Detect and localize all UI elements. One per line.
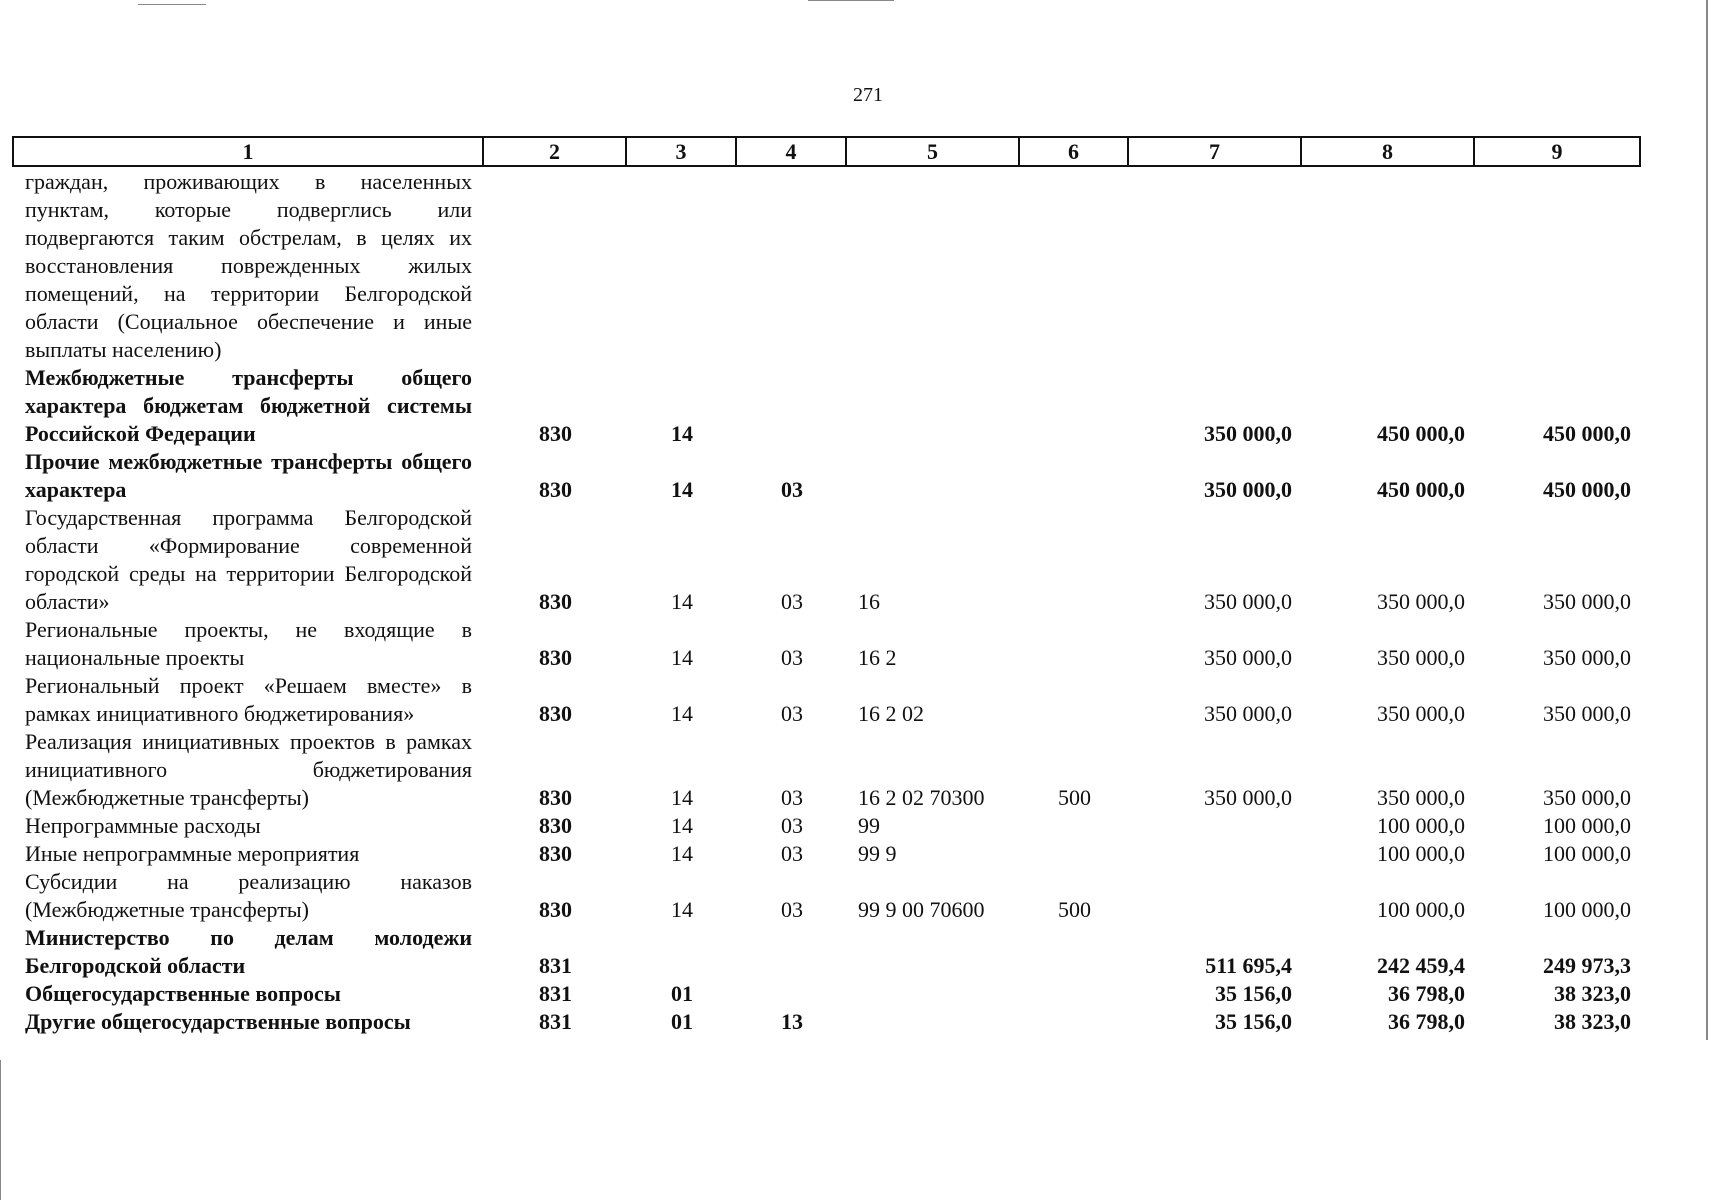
cell-amount-8 (1302, 168, 1475, 364)
cell-target-article: 16 2 02 70300 (858, 785, 985, 810)
cell-amount-7: 350 000,0 (1204, 785, 1292, 810)
cell-subsection: 03 (781, 785, 803, 810)
cell-target-article (847, 924, 1020, 980)
cell-amount-7: 350 000,0 (1204, 589, 1292, 614)
cell-ved: 830 (539, 701, 572, 726)
row-name: Государственная программа Белгородской области «Формирование современной городской среды на территории Белгородской области» (25, 505, 472, 614)
cell-expense-type (1020, 364, 1129, 448)
table-row (12, 728, 1641, 812)
row-name: Иные непрограммные мероприятия (25, 841, 360, 866)
table-row (12, 924, 1641, 980)
row-name: Общегосударственные вопросы (25, 981, 341, 1006)
cell-subsection: 03 (781, 897, 803, 922)
column-header-5: 5 (846, 137, 1019, 166)
cell-amount-8: 36 798,0 (1388, 1009, 1465, 1034)
table-row (12, 812, 1641, 840)
row-name: Межбюджетные трансферты общего характера бюджетам бюджетной системы Российской Федерации (25, 365, 472, 446)
cell-section: 14 (671, 897, 693, 922)
scan-artifact-line (808, 0, 894, 1)
cell-amount-8: 100 000,0 (1377, 897, 1465, 922)
row-name: Министерство по делам молодежи Белгородской области (25, 925, 472, 978)
cell-subsection: 03 (781, 589, 803, 614)
cell-amount-8: 450 000,0 (1377, 421, 1465, 446)
table-row (12, 448, 1641, 504)
cell-amount-8: 350 000,0 (1377, 589, 1465, 614)
cell-amount-8: 100 000,0 (1377, 813, 1465, 838)
row-name: Субсидии на реализацию наказов (Межбюджетные трансферты) (25, 869, 472, 922)
column-header-row (13, 137, 1640, 166)
cell-subsection (737, 924, 847, 980)
cell-amount-8: 242 459,4 (1377, 953, 1465, 978)
column-header-3: 3 (626, 137, 736, 166)
cell-amount-7: 350 000,0 (1204, 645, 1292, 670)
cell-ved: 830 (539, 841, 572, 866)
cell-expense-type (1020, 840, 1129, 868)
cell-amount-8: 350 000,0 (1377, 701, 1465, 726)
cell-ved: 830 (539, 813, 572, 838)
cell-amount-9: 350 000,0 (1543, 589, 1631, 614)
row-name: Региональные проекты, не входящие в национальные проекты (25, 617, 472, 670)
cell-amount-9: 38 323,0 (1554, 1009, 1631, 1034)
cell-ved: 831 (539, 953, 572, 978)
cell-expense-type (1020, 504, 1129, 616)
cell-expense-type (1020, 168, 1129, 364)
cell-amount-9: 450 000,0 (1543, 421, 1631, 446)
cell-expense-type (1020, 672, 1129, 728)
cell-section: 14 (671, 813, 693, 838)
cell-expense-type (1020, 980, 1129, 1008)
column-header-9: 9 (1474, 137, 1640, 166)
cell-section: 14 (671, 701, 693, 726)
cell-amount-9: 350 000,0 (1543, 645, 1631, 670)
cell-amount-9: 450 000,0 (1543, 477, 1631, 502)
row-name: граждан, проживающих в населенных пунктам, которые подверглись или подвергаются таким обстрелам, в целях их восстановления поврежденных жилых помещений, на территории Белгородской области (Социальное обеспечение и иные выплаты населению) (25, 169, 472, 362)
row-name: Реализация инициативных проектов в рамках инициативного бюджетирования (Межбюджетные трансферты) (25, 729, 472, 810)
cell-amount-9: 38 323,0 (1554, 981, 1631, 1006)
cell-amount-9 (1475, 168, 1641, 364)
table-row (12, 616, 1641, 672)
scan-artifact-line (0, 1060, 1, 1200)
row-name: Региональный проект «Решаем вместе» в рамках инициативного бюджетирования» (25, 673, 472, 726)
budget-table (12, 168, 1641, 1036)
cell-amount-7: 511 695,4 (1205, 953, 1292, 978)
cell-target-article: 99 9 (858, 841, 897, 866)
cell-expense-type: 500 (1058, 897, 1091, 922)
page-number: 271 (853, 84, 883, 106)
cell-amount-7: 350 000,0 (1204, 701, 1292, 726)
cell-amount-8: 350 000,0 (1377, 785, 1465, 810)
cell-expense-type (1020, 616, 1129, 672)
cell-ved: 830 (539, 421, 572, 446)
cell-subsection (737, 980, 847, 1008)
cell-target-article: 99 9 00 70600 (858, 897, 985, 922)
cell-amount-7: 35 156,0 (1215, 981, 1292, 1006)
cell-section: 14 (671, 477, 693, 502)
cell-amount-8: 100 000,0 (1377, 841, 1465, 866)
cell-subsection: 03 (781, 841, 803, 866)
cell-section: 01 (671, 981, 693, 1006)
cell-section: 14 (671, 645, 693, 670)
cell-expense-type (1020, 812, 1129, 840)
table-row (12, 868, 1641, 924)
cell-target-article: 99 (858, 813, 880, 838)
cell-amount-8: 36 798,0 (1388, 981, 1465, 1006)
cell-target-article: 16 2 02 (858, 701, 924, 726)
cell-amount-7 (1129, 168, 1302, 364)
cell-ved: 830 (539, 897, 572, 922)
cell-target-article (847, 980, 1020, 1008)
table-row (12, 672, 1641, 728)
cell-amount-9: 350 000,0 (1543, 701, 1631, 726)
cell-amount-7: 350 000,0 (1204, 477, 1292, 502)
column-header-1: 1 (13, 137, 483, 166)
column-header-6: 6 (1019, 137, 1128, 166)
table-row (12, 980, 1641, 1008)
cell-subsection: 13 (781, 1009, 803, 1034)
cell-target-article (847, 448, 1020, 504)
cell-section: 14 (671, 785, 693, 810)
table-row (12, 1008, 1641, 1036)
table-row (12, 504, 1641, 616)
cell-target-article: 16 (858, 589, 880, 614)
row-name: Непрограммные расходы (25, 813, 261, 838)
cell-subsection: 03 (781, 813, 803, 838)
cell-amount-7 (1129, 840, 1302, 868)
cell-subsection: 03 (781, 477, 803, 502)
cell-amount-9: 249 973,3 (1543, 953, 1631, 978)
table-row (12, 840, 1641, 868)
cell-amount-9: 100 000,0 (1543, 813, 1631, 838)
cell-amount-9: 100 000,0 (1543, 841, 1631, 866)
cell-amount-7 (1129, 868, 1302, 924)
cell-ved: 830 (539, 785, 572, 810)
cell-expense-type (1020, 448, 1129, 504)
cell-subsection (737, 168, 847, 364)
cell-subsection (737, 364, 847, 448)
cell-ved: 831 (539, 981, 572, 1006)
cell-section: 14 (671, 589, 693, 614)
cell-expense-type (1020, 924, 1129, 980)
cell-target-article: 16 2 (858, 645, 897, 670)
cell-section: 01 (671, 1009, 693, 1034)
column-header-4: 4 (736, 137, 846, 166)
column-header-7: 7 (1128, 137, 1301, 166)
column-header-2: 2 (483, 137, 626, 166)
scan-artifact-line (1706, 0, 1708, 1040)
column-header-8: 8 (1301, 137, 1474, 166)
cell-section: 14 (671, 841, 693, 866)
table-row (12, 168, 1641, 364)
scan-artifact-line (138, 4, 206, 5)
cell-amount-7: 35 156,0 (1215, 1009, 1292, 1034)
cell-section: 14 (671, 421, 693, 446)
cell-target-article (847, 1008, 1020, 1036)
cell-amount-7: 350 000,0 (1204, 421, 1292, 446)
column-header-table (12, 136, 1641, 167)
cell-expense-type: 500 (1058, 785, 1091, 810)
cell-ved: 830 (539, 589, 572, 614)
cell-expense-type (1020, 1008, 1129, 1036)
cell-amount-9: 350 000,0 (1543, 785, 1631, 810)
cell-amount-8: 350 000,0 (1377, 645, 1465, 670)
cell-target-article (847, 168, 1020, 364)
row-name: Прочие межбюджетные трансферты общего характера (25, 449, 472, 502)
cell-section (627, 168, 737, 364)
cell-ved: 830 (539, 477, 572, 502)
table-row (12, 364, 1641, 448)
cell-ved: 831 (539, 1009, 572, 1034)
cell-section (627, 924, 737, 980)
cell-subsection: 03 (781, 701, 803, 726)
cell-ved: 830 (539, 645, 572, 670)
cell-subsection: 03 (781, 645, 803, 670)
cell-amount-7 (1129, 812, 1302, 840)
row-name: Другие общегосударственные вопросы (25, 1009, 411, 1034)
cell-amount-9: 100 000,0 (1543, 897, 1631, 922)
cell-amount-8: 450 000,0 (1377, 477, 1465, 502)
cell-ved (484, 168, 627, 364)
cell-target-article (847, 364, 1020, 448)
